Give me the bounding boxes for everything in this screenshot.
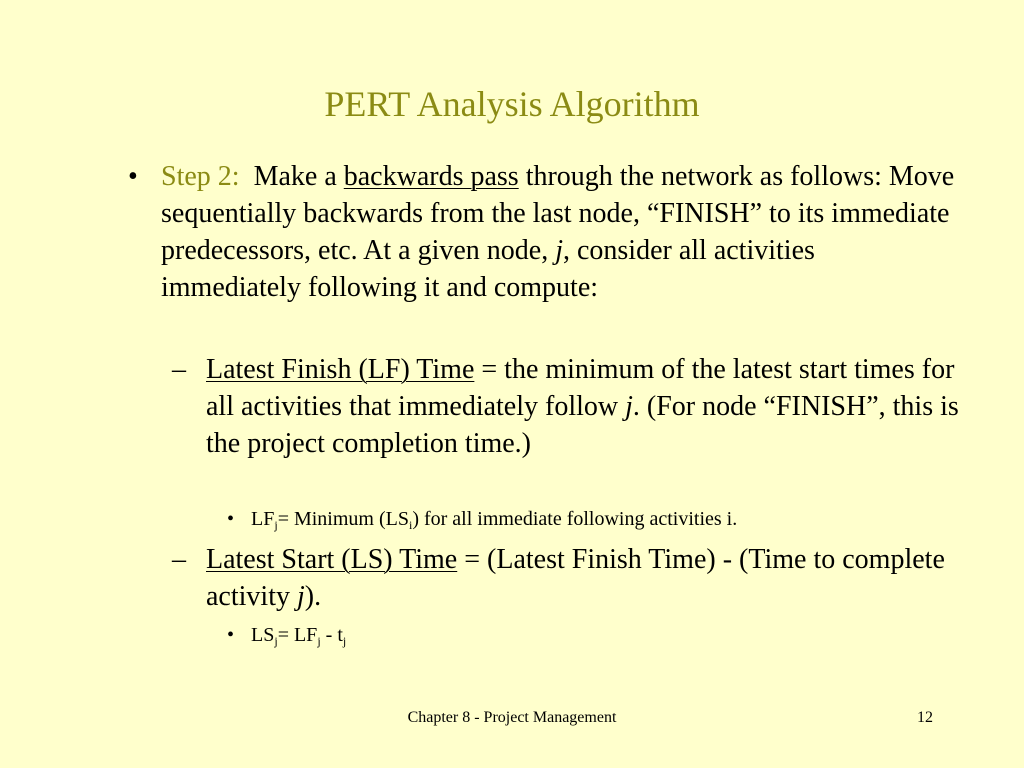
lf-term: Latest Finish (LF) Time (206, 354, 475, 385)
ls-paragraph (206, 541, 966, 615)
ls-text-a: = (Latest Finish Time) - (Time to complete activity (206, 544, 945, 612)
backwards-pass-term: backwards pass (343, 161, 519, 192)
step-label: Step 2: (161, 161, 240, 192)
lf-j: j (625, 391, 633, 422)
step-text-a: Make a (253, 161, 344, 192)
dash-glyph: – (172, 544, 186, 575)
lf-formula-sub1: j (274, 518, 278, 532)
step-text-c: , consider all activities immediately following it and compute: (161, 235, 815, 303)
lf-formula-sub2: i (408, 518, 413, 532)
lf-text-b: . (For node “FINISH”, this is the project completion time.) (206, 391, 959, 459)
slide-title: PERT Analysis Algorithm (324, 84, 700, 124)
ls-formula-a: LS (251, 624, 275, 646)
ls-j: j (296, 581, 305, 612)
lf-formula-b: = Minimum (LS (277, 508, 409, 530)
ls-formula-sub2: j (317, 634, 321, 648)
ls-formula (251, 623, 951, 653)
step-2-paragraph (161, 158, 961, 306)
page-number: 12 (917, 709, 933, 726)
bullet-glyph: • (227, 624, 235, 646)
footer-chapter: Chapter 8 - Project Management (407, 709, 617, 726)
ls-text-b: ). (304, 581, 322, 612)
dash-glyph: – (172, 354, 186, 385)
bullet-glyph: • (227, 508, 235, 530)
lf-formula (251, 507, 951, 537)
ls-formula-c: - t (320, 624, 343, 646)
ls-formula-b: = LF (277, 624, 318, 646)
ls-term: Latest Start (LS) Time (206, 544, 458, 575)
ls-formula-sub1: j (274, 634, 278, 648)
lf-paragraph (206, 351, 966, 462)
lf-formula-c: ) for all immediate following activities i. (412, 508, 738, 530)
node-j: j (555, 235, 563, 266)
lf-formula-a: LF (251, 508, 275, 530)
ls-formula-sub3: j (342, 634, 347, 648)
bullet-glyph: • (128, 161, 138, 192)
step-text-b: through the network as follows: Move sequentially backwards from the last node, “FINISH” to its immediate predecessors, etc. At a given node, (161, 161, 955, 266)
lf-text-a: = the minimum of the latest start times for all activities that immediately follow (206, 354, 955, 422)
